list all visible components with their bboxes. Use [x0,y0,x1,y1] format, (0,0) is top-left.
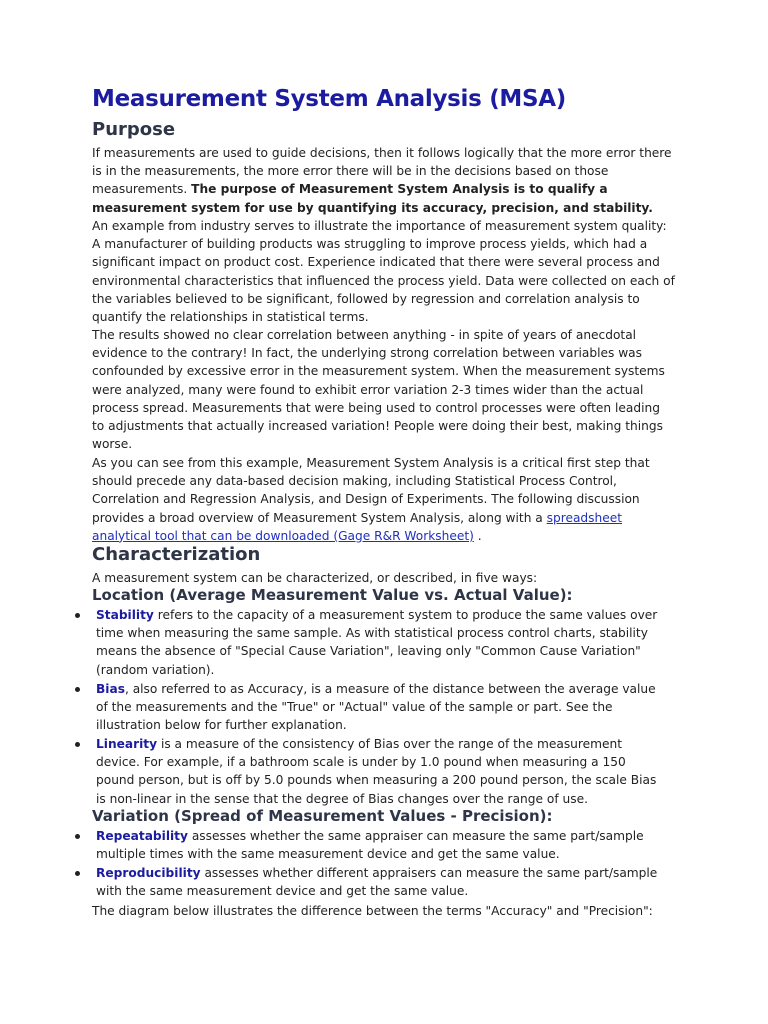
text-line [96,606,676,624]
variation-heading: Variation (Spread of Measurement Values - Precision): [92,807,553,825]
purpose-paragraph-3 [92,326,678,453]
text-span: , also referred to as Accuracy, is a measure of the distance between the average value [124,682,656,696]
text-line: were analyzed, many were found to exhibit error variation 2-3 times wider than the actual [92,382,644,397]
text-line: The results showed no clear correlation between anything - in spite of years of anecdotal [92,328,637,342]
bullet-icon [75,687,80,692]
gage-rr-worksheet-link[interactable]: analytical tool that can be downloaded (Gage R&R Worksheet) [92,528,474,543]
characterization-heading: Characterization [92,544,261,565]
text-line: pound person, but is off by 5.0 pounds when measuring a 200 pound person, the scale Bias [96,773,657,788]
text-line: time when measuring the same sample. As with statistical process control charts, stability [96,626,648,641]
text-line [96,864,676,882]
text-line: illustration below for further explanation. [96,718,347,733]
text-line: multiple times with the same measurement device and get the same value. [96,847,560,862]
text-line: worse. [92,437,133,452]
text-span: provides a broad overview of Measurement System Analysis, along with a [92,510,547,525]
text-line: process spread. Measurements that were being used to control processes were often leading [92,400,660,415]
text-line [96,735,676,753]
term-stability: Stability [96,608,154,622]
text-line: confounded by excessive error in the measurement system. When the measurement systems [92,364,665,379]
term-repeatability: Repeatability [96,829,188,843]
text-line [96,680,676,698]
text-span: assesses whether the same appraiser can measure the same part/sample [187,829,644,843]
purpose-paragraph-4 [92,454,678,545]
text-line: An example from industry serves to illustrate the importance of measurement system quality: [92,219,667,233]
bullet-icon [75,742,80,747]
closing-paragraph [92,902,678,920]
bullet-icon [75,871,80,876]
location-heading: Location (Average Measurement Value vs. Actual Value): [92,586,573,604]
page-title: Measurement System Analysis (MSA) [92,86,566,112]
spreadsheet-download-link[interactable]: spreadsheet [546,510,623,525]
text-line: environmental characteristics that influenced the process yield. Data were collected on each of [92,273,675,288]
text-line: The diagram below illustrates the difference between the terms "Accuracy" and "Precision": [92,904,653,918]
text-line: (random variation). [96,662,215,677]
characterization-intro [92,569,678,587]
text-line: A measurement system can be characterized, or described, in five ways: [92,571,538,585]
text-span: is a measure of the consistency of Bias over the range of the measurement [157,737,623,751]
purpose-paragraph-2 [92,217,678,326]
text-line: If measurements are used to guide decisions, then it follows logically that the more error there [92,146,672,160]
text-span: refers to the capacity of a measurement system to produce the same values over [153,608,658,622]
text-line: Correlation and Regression Analysis, and Design of Experiments. The following discussion [92,492,640,507]
bullet-icon [75,834,80,839]
list-item-text [96,864,676,900]
text-line: should precede any data-based decision making, including Statistical Process Control, [92,474,617,489]
text-line [92,180,678,198]
list-item-text [96,735,676,808]
text-line [92,527,678,545]
purpose-paragraph-1 [92,144,678,217]
text-line: As you can see from this example, Measurement System Analysis is a critical first step that [92,456,650,470]
text-line: significant impact on product cost. Experience indicated that there were several process and [92,255,660,270]
text-line: to adjustments that actually increased variation! People were doing their best, making things [92,419,663,434]
text-line [92,509,678,527]
text-line: is non-linear in the sense that the degree of Bias changes over the range of use. [96,791,588,806]
bold-statement: measurement system for use by quantifying its accuracy, precision, and stability. [92,200,653,215]
text-line: of the measurements and the "True" or "Actual" value of the sample or part. See the [96,700,613,715]
text-line: the variables believed to be significant, followed by regression and correlation analysis to [92,291,640,306]
term-reproducibility: Reproducibility [96,866,201,880]
purpose-heading: Purpose [92,119,176,140]
text-line: means the absence of "Special Cause Variation", leaving only "Common Cause Variation" [96,644,641,659]
text-span: . [473,528,482,543]
text-line: with the same measurement device and get the same value. [96,884,469,899]
text-line: device. For example, if a bathroom scale is under by 1.0 pound when measuring a 150 [96,755,626,770]
bullet-icon [75,613,80,618]
text-span: assesses whether different appraisers can measure the same part/sample [200,866,658,880]
list-item-text [96,606,676,679]
text-line [96,827,676,845]
bold-statement: The purpose of Measurement System Analysis is to qualify a [191,182,608,197]
text-line: evidence to the contrary! In fact, the underlying strong correlation between variables was [92,346,642,361]
text-line: quantify the relationships in statistical terms. [92,310,369,325]
term-linearity: Linearity [96,737,158,751]
list-item-text [96,827,676,863]
text-line: is in the measurements, the more error there will be in the decisions based on those [92,164,609,179]
text-span: measurements. [92,182,192,197]
list-item-text [96,680,676,735]
text-line: A manufacturer of building products was struggling to improve process yields, which had a [92,237,648,252]
term-bias: Bias [96,682,125,696]
